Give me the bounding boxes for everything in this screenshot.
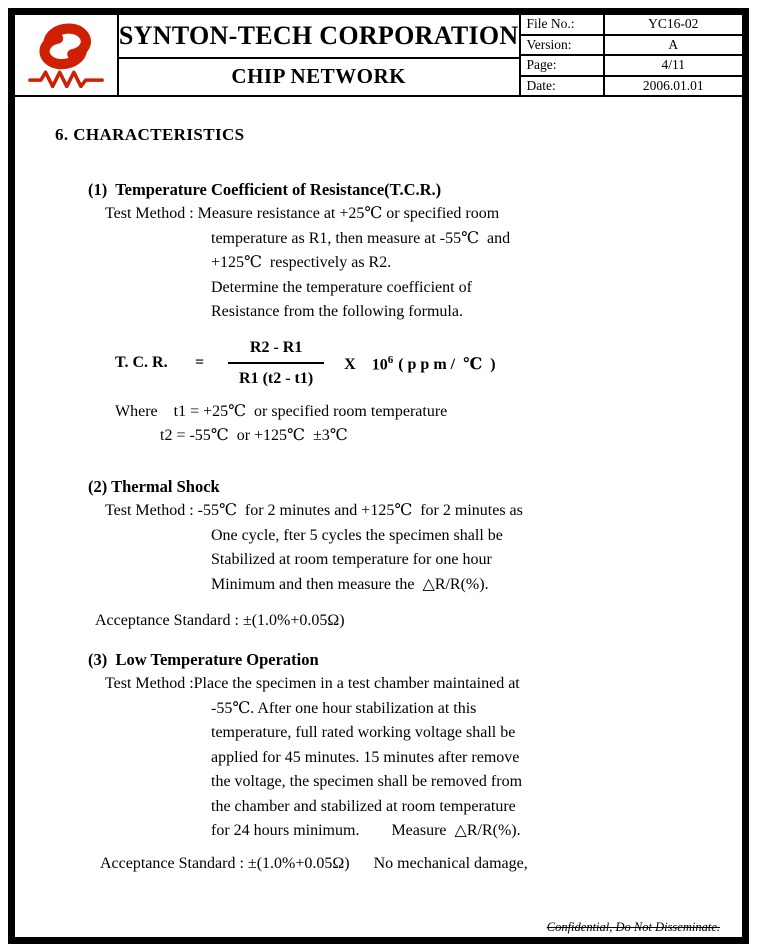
page-label: Page: <box>521 56 605 75</box>
logo-cell <box>15 15 119 95</box>
formula-equals-sign: = <box>195 353 205 371</box>
confidentiality-notice: Confidential, Do Not Disseminate. <box>546 920 720 934</box>
fraction-bar <box>228 362 324 364</box>
section-3-line: applied for 45 minutes. 15 minutes after remove <box>211 748 520 766</box>
section-2-line: One cycle, fter 5 cycles the specimen shall be <box>211 526 503 544</box>
document-body <box>15 97 742 937</box>
page-value: 4/11 <box>661 57 685 73</box>
meta-row-version <box>521 36 742 57</box>
fraction-denominator: R1 (t2 - t1) <box>239 369 314 387</box>
file-no-value: YC16-02 <box>648 16 699 32</box>
synton-tech-logo-icon <box>26 22 106 88</box>
section-3-line: the chamber and stabilized at room temperature <box>211 797 516 815</box>
formula-unit: ( p p m / ℃ ) <box>398 356 496 374</box>
version-label: Version: <box>521 36 605 55</box>
section-2-test-method-line: Test Method : -55℃ for 2 minutes and +125℃ for 2 minutes as <box>105 502 523 519</box>
formula-fraction <box>228 337 324 390</box>
section-3-heading: (3) Low Temperature Operation <box>88 649 319 669</box>
where-clause-t2: t2 = -55℃ or +125℃ ±3℃ <box>160 427 348 444</box>
page-frame <box>8 8 749 944</box>
file-no-label: File No.: <box>521 15 605 34</box>
document-header <box>15 15 742 97</box>
meta-row-page <box>521 56 742 77</box>
section-3-acceptance-standard: Acceptance Standard : ±(1.0%+0.05Ω) No mechanical damage, <box>100 854 528 872</box>
power-base: 10 <box>371 356 388 374</box>
characteristics-title: 6. CHARACTERISTICS <box>55 125 245 144</box>
section-2-line: Stabilized at room temperature for one hour <box>211 551 492 568</box>
power-exponent: 6 <box>387 354 394 367</box>
fraction-numerator: R2 - R1 <box>249 338 303 356</box>
where-clause-t1: Where t1 = +25℃ or specified room temperature <box>115 402 448 420</box>
formula-multiplier <box>344 348 495 378</box>
product-name: CHIP NETWORK <box>231 64 407 89</box>
multiply-sign: X <box>344 356 356 374</box>
section-2-acceptance-standard: Acceptance Standard : ±(1.0%+0.05Ω) <box>95 612 345 629</box>
section-3-line: temperature, full rated working voltage shall be <box>211 724 516 741</box>
meta-table <box>521 15 742 95</box>
section-2-heading: (2) Thermal Shock <box>88 476 220 496</box>
section-1-line: +125℃ respectively as R2. <box>211 254 392 271</box>
tcr-formula <box>115 337 732 390</box>
title-cell <box>119 15 521 95</box>
formula-label: T. C. R. <box>115 353 168 371</box>
section-3-line: for 24 hours minimum. Measure △R/R(%). <box>211 822 521 839</box>
section-2-line: Minimum and then measure the △R/R(%). <box>211 575 489 593</box>
section-3-test-method-line: Test Method :Place the specimen in a test chamber maintained at <box>105 675 520 692</box>
section-1-heading: (1) Temperature Coefficient of Resistance(T.C.R.) <box>88 179 442 199</box>
section-1-line: Resistance from the following formula. <box>211 303 463 320</box>
meta-row-date <box>521 77 742 96</box>
version-value: A <box>668 36 679 52</box>
company-name: SYNTON-TECH CORPORATION <box>119 15 519 59</box>
section-1-line: Determine the temperature coefficient of <box>211 278 472 296</box>
date-label: Date: <box>521 77 605 96</box>
section-3-line: the voltage, the specimen shall be removed from <box>211 773 523 790</box>
meta-row-file <box>521 15 742 36</box>
section-3-line: -55℃. After one hour stabilization at this <box>211 699 477 717</box>
section-1-line: temperature as R1, then measure at -55℃ and <box>211 229 511 247</box>
date-value: 2006.01.01 <box>642 77 704 93</box>
section-1-test-method-line: Test Method : Measure resistance at +25℃ or specified room <box>105 205 500 222</box>
